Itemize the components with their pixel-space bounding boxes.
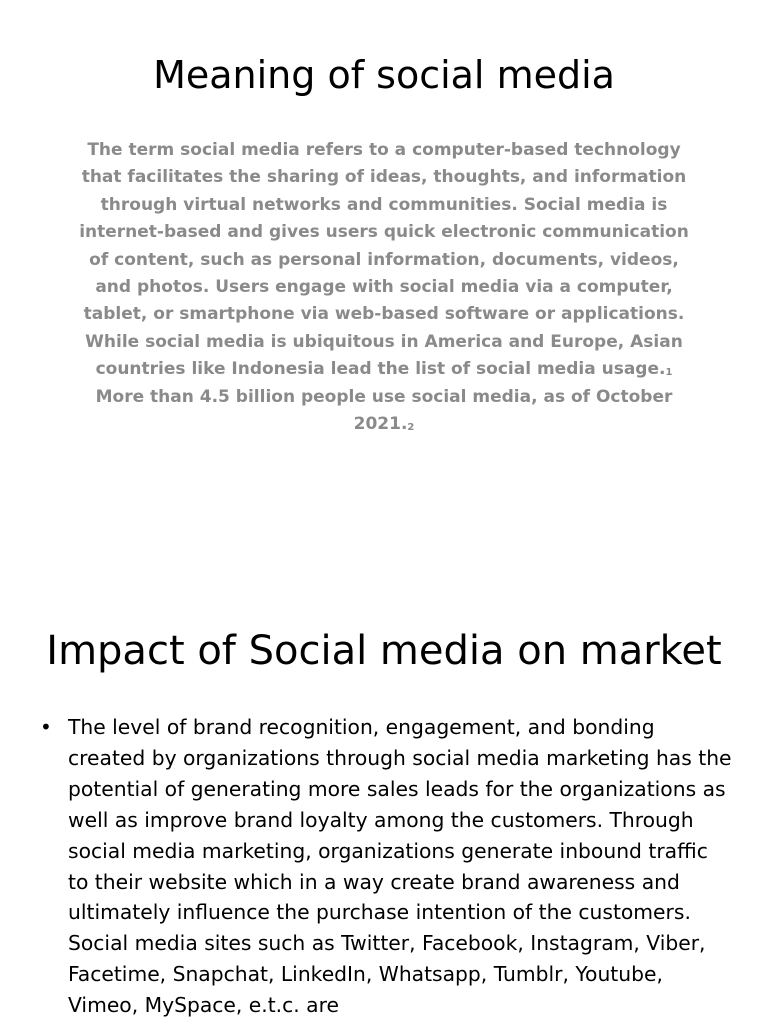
body-text-part-1: The term social media refers to a computer-based technology that facilitates the sharing of ideas, thoughts, and information through virtual networks and communities. Social media is internet-based and gives users quick electronic communication of content, such as personal information, documents, videos, and photos. Users engage with social media via a computer, tablet, or smartphone via web-based software or applications. While social media is ubiquitous in America and Europe, Asian countries like Indonesia lead the list of social media usage. [79, 140, 689, 380]
footnote-marker-1: 1 [665, 367, 673, 379]
bullet-item [0, 712, 768, 1021]
slide-title: Meaning of social media [153, 53, 615, 97]
bullet-list [0, 712, 768, 1021]
slide-body-text [70, 137, 698, 438]
footnote-marker-2: 2 [407, 422, 415, 434]
slide-impact-of-social-media [0, 560, 768, 1024]
slide-title: Impact of Social media on market [46, 628, 722, 674]
body-text-part-2: More than 4.5 billion people use social media, as of October 2021. [95, 386, 673, 435]
bullet-dot-icon: • [40, 715, 52, 739]
bullet-text: The level of brand recognition, engagement, and bonding created by organizations through social media marketing has the potential of generating more sales leads for the organizations as well as improve brand loyalty among the customers. Through social media marketing, organizations generate inbound traffic to their website which in a way create brand awareness and ultimately influence the purchase intention of the customers. Social media sites such as Twitter, Facebook, Instagram, Viber, Facetime, Snapchat, LinkedIn, Whatsapp, Tumblr, Youtube, Vimeo, MySpace, e.t.c. are [68, 715, 732, 1018]
